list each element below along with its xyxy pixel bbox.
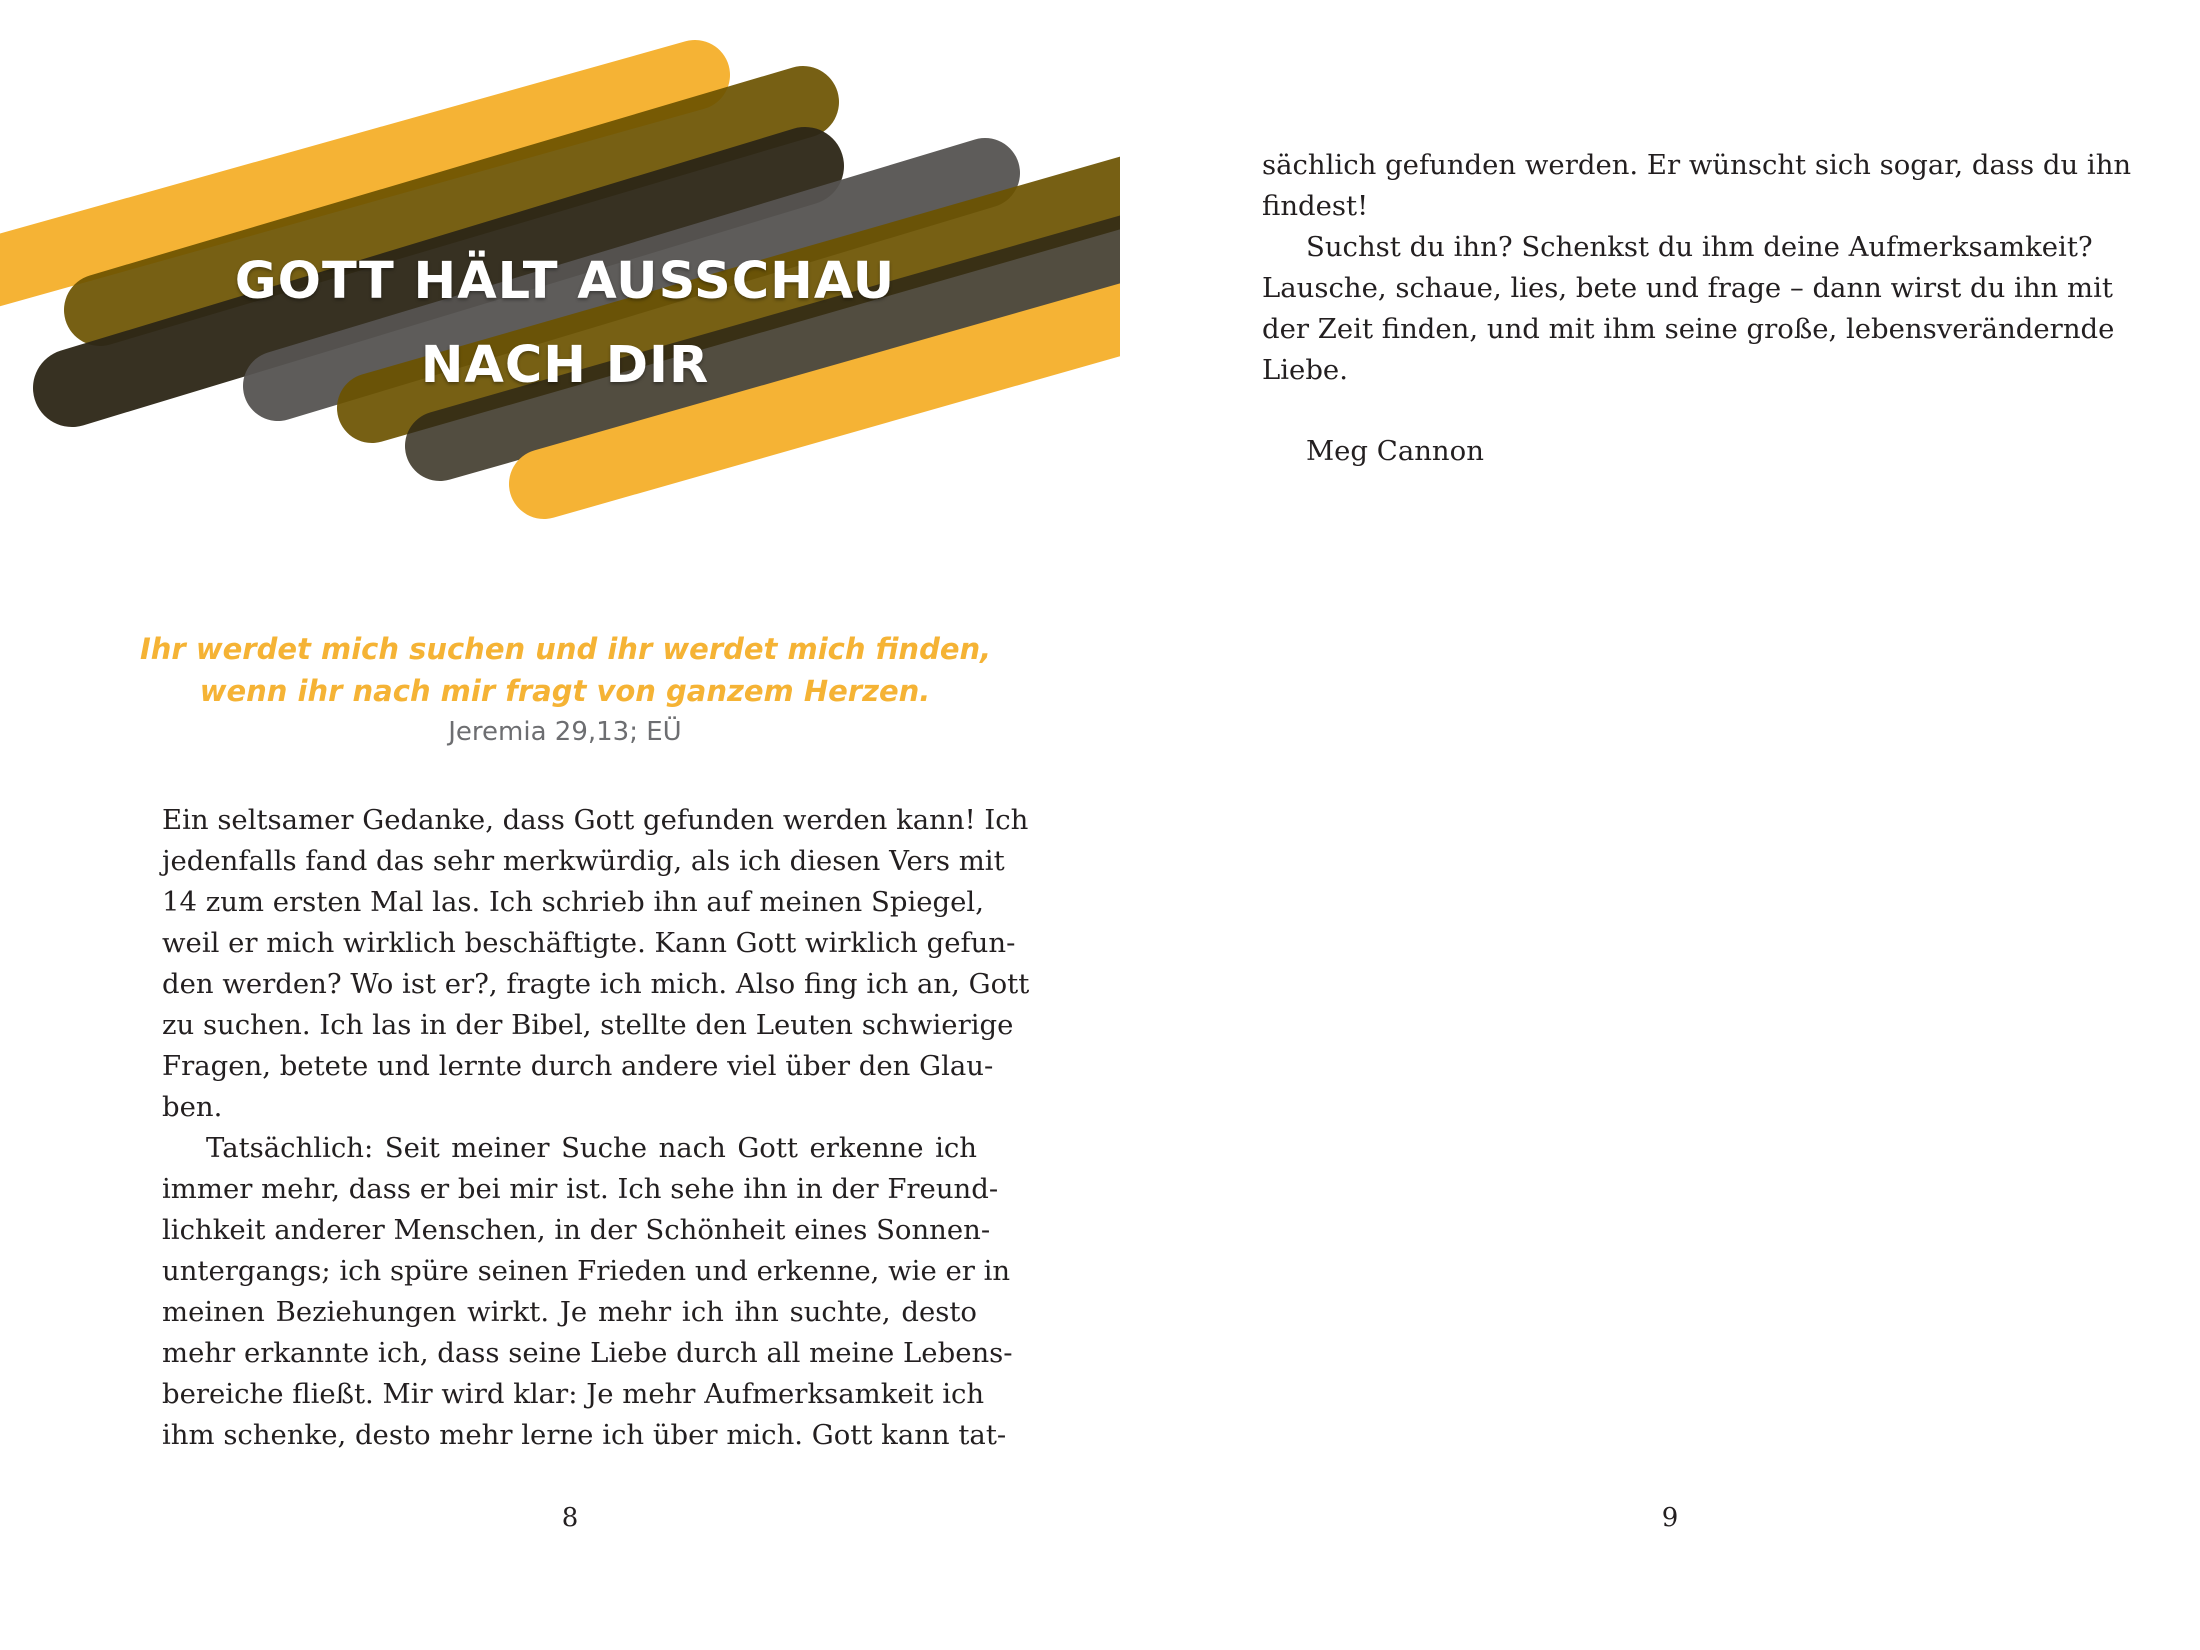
verse-reference: Jeremia 29,13; EÜ: [448, 717, 682, 747]
body-line: Fragen, betete und lernte durch andere viel über den Glau-: [162, 1050, 994, 1082]
chapter-title: [150, 240, 980, 408]
body-line: Liebe.: [1262, 354, 1348, 386]
body-line: der Zeit finden, und mit ihm seine große, lebensverändernde: [1262, 313, 2115, 345]
body-line: 14 zum ersten Mal las. Ich schrieb ihn auf meinen Spiegel,: [162, 886, 984, 918]
body-line: untergangs; ich spüre seinen Frieden und erkenne, wie er in: [162, 1255, 1011, 1287]
body-line: Suchst du ihn? Schenkst du ihm deine Aufmerksamkeit?: [1306, 231, 2093, 263]
body-line: zu suchen. Ich las in der Bibel, stellte den Leuten schwierige: [162, 1009, 1014, 1041]
author-signature: Meg Cannon: [1306, 435, 1484, 467]
bible-verse: [140, 628, 990, 752]
body-line: Tatsächlich: Seit meiner Suche nach Gott erkenne ich: [206, 1132, 977, 1164]
left-body-text: [162, 800, 1030, 1456]
chapter-title-line-2: NACH DIR: [420, 336, 710, 395]
right-page: [1100, 0, 2200, 1650]
body-line: ihm schenke, desto mehr lerne ich über mich. Gott kann tat-: [162, 1419, 1007, 1451]
body-line: Ein seltsamer Gedanke, dass Gott gefunden werden kann! Ich: [162, 804, 1029, 836]
verse-text: [140, 628, 990, 712]
body-line: weil er mich wirklich beschäftigte. Kann Gott wirklich gefun-: [162, 927, 1016, 959]
body-line: mehr erkannte ich, dass seine Liebe durch all meine Lebens-: [162, 1337, 1013, 1369]
page-number-right: 9: [1661, 1503, 1679, 1533]
chapter-title-line-1: GOTT HÄLT AUSSCHAU: [234, 252, 896, 311]
body-line: lichkeit anderer Menschen, in der Schönheit eines Sonnen-: [162, 1214, 991, 1246]
verse-line-1: Ihr werdet mich suchen und ihr werdet mich finden,: [140, 632, 992, 666]
body-line: Lausche, schaue, lies, bete und frage – dann wirst du ihn mit: [1262, 272, 2113, 304]
body-line: jedenfalls fand das sehr merkwürdig, als ich diesen Vers mit: [162, 845, 1005, 877]
verse-line-2: wenn ihr nach mir fragt von ganzem Herzen.: [199, 674, 931, 708]
right-body-text: [1262, 145, 2132, 391]
body-line: immer mehr, dass er bei mir ist. Ich sehe ihn in der Freund-: [162, 1173, 999, 1205]
body-line: findest!: [1262, 190, 1369, 222]
body-line: bereiche fließt. Mir wird klar: Je mehr Aufmerksamkeit ich: [162, 1378, 985, 1410]
page-number-left: 8: [561, 1503, 579, 1533]
body-line: den werden? Wo ist er?, fragte ich mich. Also fing ich an, Gott: [162, 968, 1030, 1000]
body-line: ben.: [162, 1091, 223, 1123]
body-line: sächlich gefunden werden. Er wünscht sich sogar, dass du ihn: [1262, 149, 2132, 181]
body-line: meinen Beziehungen wirkt. Je mehr ich ihn suchte, desto: [162, 1296, 977, 1328]
